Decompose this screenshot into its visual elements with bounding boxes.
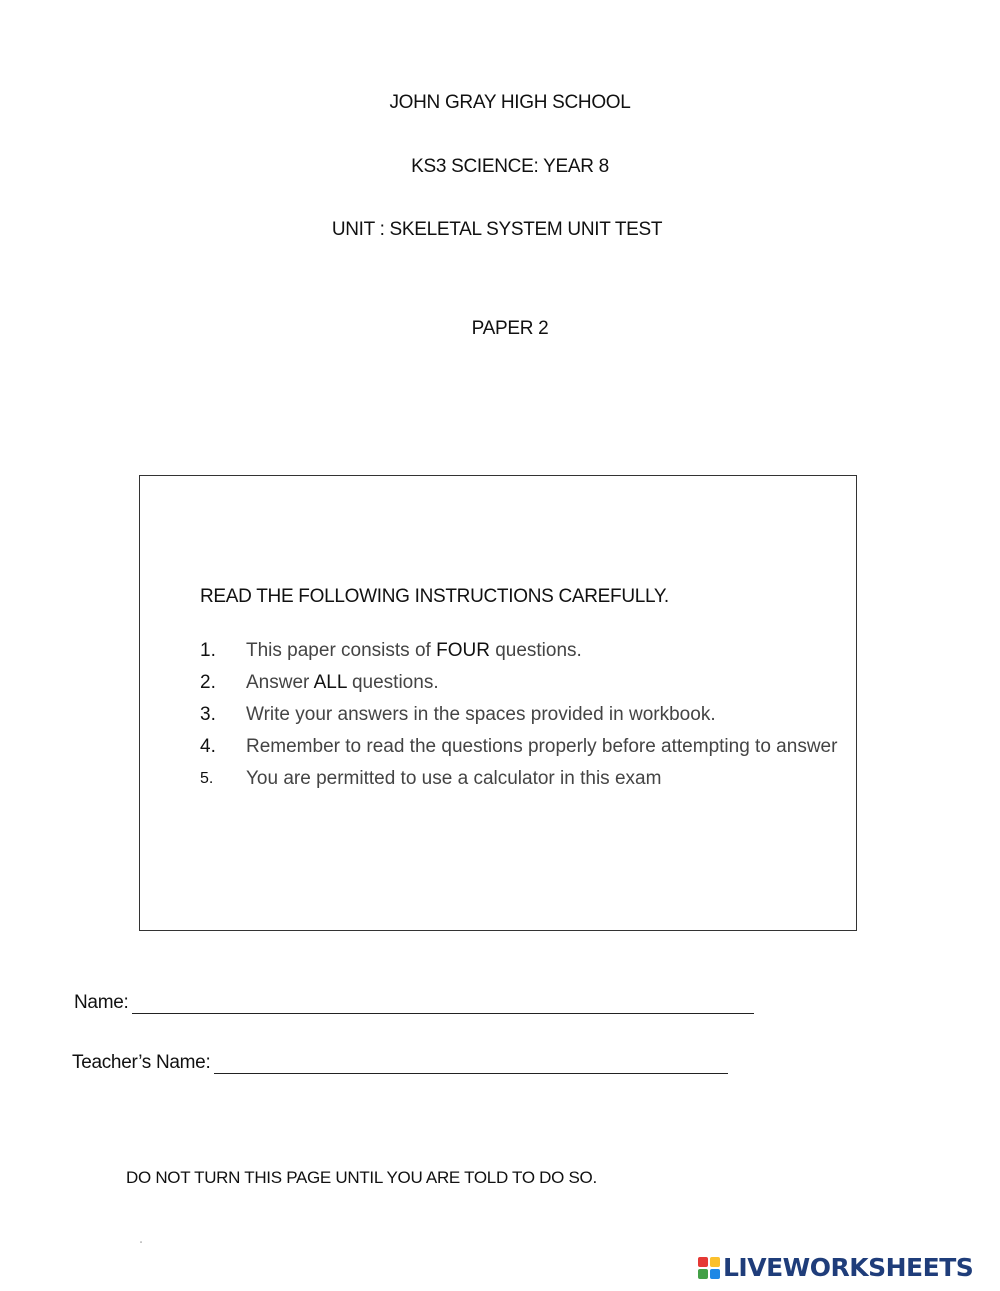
logo-block [698,1269,708,1279]
instructions-heading: READ THE FOLLOWING INSTRUCTIONS CAREFULLY. [200,586,669,607]
instruction-item [200,763,840,795]
instruction-number: 2. [200,672,216,693]
instruction-number: 5. [200,770,214,787]
course-title: KS3 SCIENCE: YEAR 8 [411,156,609,177]
name-label: Name: [74,992,129,1013]
liveworksheets-logo [698,1253,973,1282]
scan-mark: ▫ [140,1240,143,1246]
name-field [74,992,754,1014]
instruction-text: This paper consists of FOUR questions. [246,640,582,661]
instruction-text: Write your answers in the spaces provided in workbook. [246,704,716,725]
instruction-number: 1. [200,640,216,661]
teacher-name-label: Teacher’s Name: [72,1052,211,1073]
logo-icon [698,1257,720,1279]
instruction-item [200,635,840,667]
instruction-text: Answer ALL questions. [246,672,439,693]
instruction-text: You are permitted to use a calculator in this exam [246,768,662,789]
school-name: JOHN GRAY HIGH SCHOOL [389,92,631,113]
unit-title: UNIT : SKELETAL SYSTEM UNIT TEST [331,219,663,240]
teacher-name-field [72,1052,728,1074]
logo-text: LIVEWORKSHEETS [723,1253,974,1282]
paper-number: PAPER 2 [471,318,549,339]
teacher-name-answer-line[interactable] [214,1053,728,1074]
name-answer-line[interactable] [132,993,754,1014]
instruction-item [200,699,840,731]
instruction-emphasis: FOUR [436,640,490,661]
instruction-item [200,731,840,763]
instruction-number: 3. [200,704,216,725]
instructions-box [139,475,857,931]
logo-block [698,1257,708,1267]
logo-block [710,1269,720,1279]
instruction-text: Remember to read the questions properly before attempting to answer [246,736,838,757]
instructions-list [200,635,840,795]
instruction-emphasis: ALL [313,672,347,693]
instruction-item [200,667,840,699]
warning-text: DO NOT TURN THIS PAGE UNTIL YOU ARE TOLD TO DO SO. [126,1168,597,1187]
logo-block [710,1257,720,1267]
instruction-number: 4. [200,736,216,757]
